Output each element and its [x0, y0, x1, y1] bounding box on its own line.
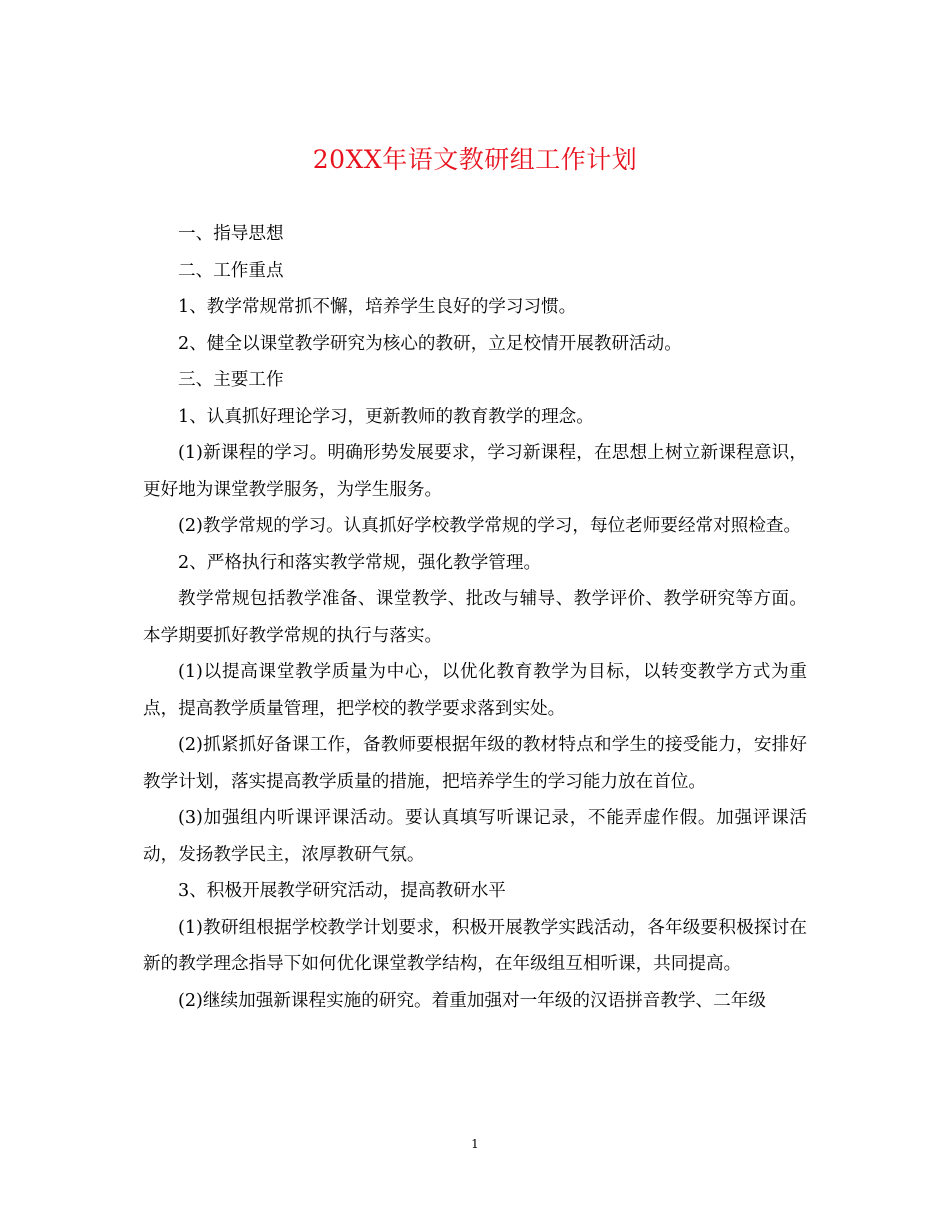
paragraph: (2)抓紧抓好备课工作，备教师要根据年级的教材特点和学生的接受能力，安排好教学计划，落实提高教学质量的措施，把培养学生的学习能力放在首位。 — [143, 735, 807, 792]
document-body — [143, 216, 807, 1019]
heading-guiding-ideology: 一、指导思想 — [178, 224, 284, 244]
paragraph: 教学常规包括教学准备、课堂教学、批改与辅导、教学评价、教学研究等方面。本学期要抓好教学常规的执行与落实。 — [143, 589, 807, 646]
paragraph: 2、严格执行和落实教学常规，强化教学管理。 — [178, 552, 542, 573]
paragraph: (1)以提高课堂教学质量为中心，以优化教育教学为目标，以转变教学方式为重点，提高教学质量管理，把学校的教学要求落到实处。 — [143, 662, 807, 719]
paragraph: 3、积极开展教学研究活动，提高教研水平 — [178, 881, 506, 901]
paragraph: (1)教研组根据学校教学计划要求，积极开展教学实践活动，各年级要积极探讨在新的教学理念指导下如何优化课堂教学结构，在年级组互相听课，共同提高。 — [143, 917, 807, 974]
paragraph: 1、认真抓好理论学习，更新教师的教育教学的理念。 — [178, 406, 594, 427]
paragraph: (3)加强组内听课评课活动。要认真填写听课记录，不能弄虚作假。加强评课活动，发扬教学民主，浓厚教研气氛。 — [143, 808, 807, 865]
document-title: 20XX年语文教研组工作计划 — [312, 145, 638, 174]
heading-work-focus: 二、工作重点 — [178, 260, 284, 281]
paragraph: (1)新课程的学习。明确形势发展要求，学习新课程，在思想上树立新课程意识，更好地为课堂教学服务，为学生服务。 — [143, 443, 807, 500]
paragraph: 1、教学常规常抓不懈，培养学生良好的学习习惯。 — [178, 297, 577, 317]
paragraph: (2)继续加强新课程实施的研究。着重加强对一年级的汉语拼音教学、二年级 — [178, 990, 766, 1011]
heading-main-work: 三、主要工作 — [178, 370, 284, 390]
page-number: 1 — [471, 1137, 479, 1151]
paragraph: (2)教学常规的学习。认真抓好学校教学常规的学习，每位老师要经常对照检查。 — [178, 516, 802, 536]
paragraph: 2、健全以课堂教学研究为核心的教研，立足校情开展教研活动。 — [178, 333, 682, 354]
